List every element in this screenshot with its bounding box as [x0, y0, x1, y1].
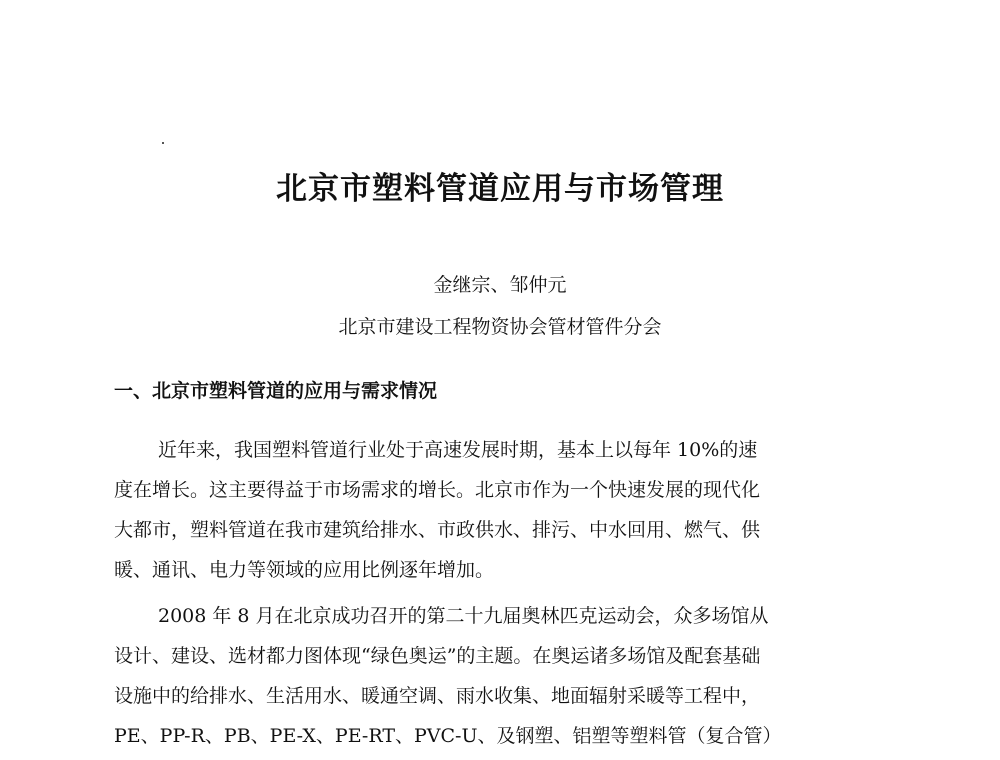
paragraph-line: PE、PP-R、PB、PE-X、PE-RT、PVC-U、及钢塑、铝塑等塑料管（复合管）	[114, 725, 782, 747]
paragraph-line: 设计、建设、选材都力图体现“绿色奥运”的主题。在奥运诸多场馆及配套基础	[114, 645, 761, 667]
affiliation-line: 北京市建设工程物资协会管材管件分会	[338, 316, 662, 338]
paragraph-1	[114, 430, 890, 590]
authors-line: 金继宗、邹仲元	[433, 274, 567, 296]
paragraph-line: 近年来，我国塑料管道行业处于高速发展时期，基本上以每年 10%的速	[158, 439, 758, 461]
paragraph-line: 设施中的给排水、生活用水、暖通空调、雨水收集、地面辐射采暖等工程中，	[114, 685, 761, 707]
scan-speck	[162, 142, 164, 144]
section-heading: 一、北京市塑料管道的应用与需求情况	[114, 380, 438, 402]
paragraph-line: 暖、通讯、电力等领域的应用比例逐年增加。	[114, 559, 495, 581]
paragraph-line: 大都市，塑料管道在我市建筑给排水、市政供水、排污、中水回用、燃气、供	[114, 519, 761, 541]
paragraph-line: 2008 年 8 月在北京成功召开的第二十九届奥林匹克运动会，众多场馆从	[158, 605, 769, 627]
document-title: 北京市塑料管道应用与市场管理	[276, 171, 724, 207]
paragraph-2	[114, 596, 890, 756]
paragraph-line: 度在增长。这主要得益于市场需求的增长。北京市作为一个快速发展的现代化	[114, 479, 761, 501]
